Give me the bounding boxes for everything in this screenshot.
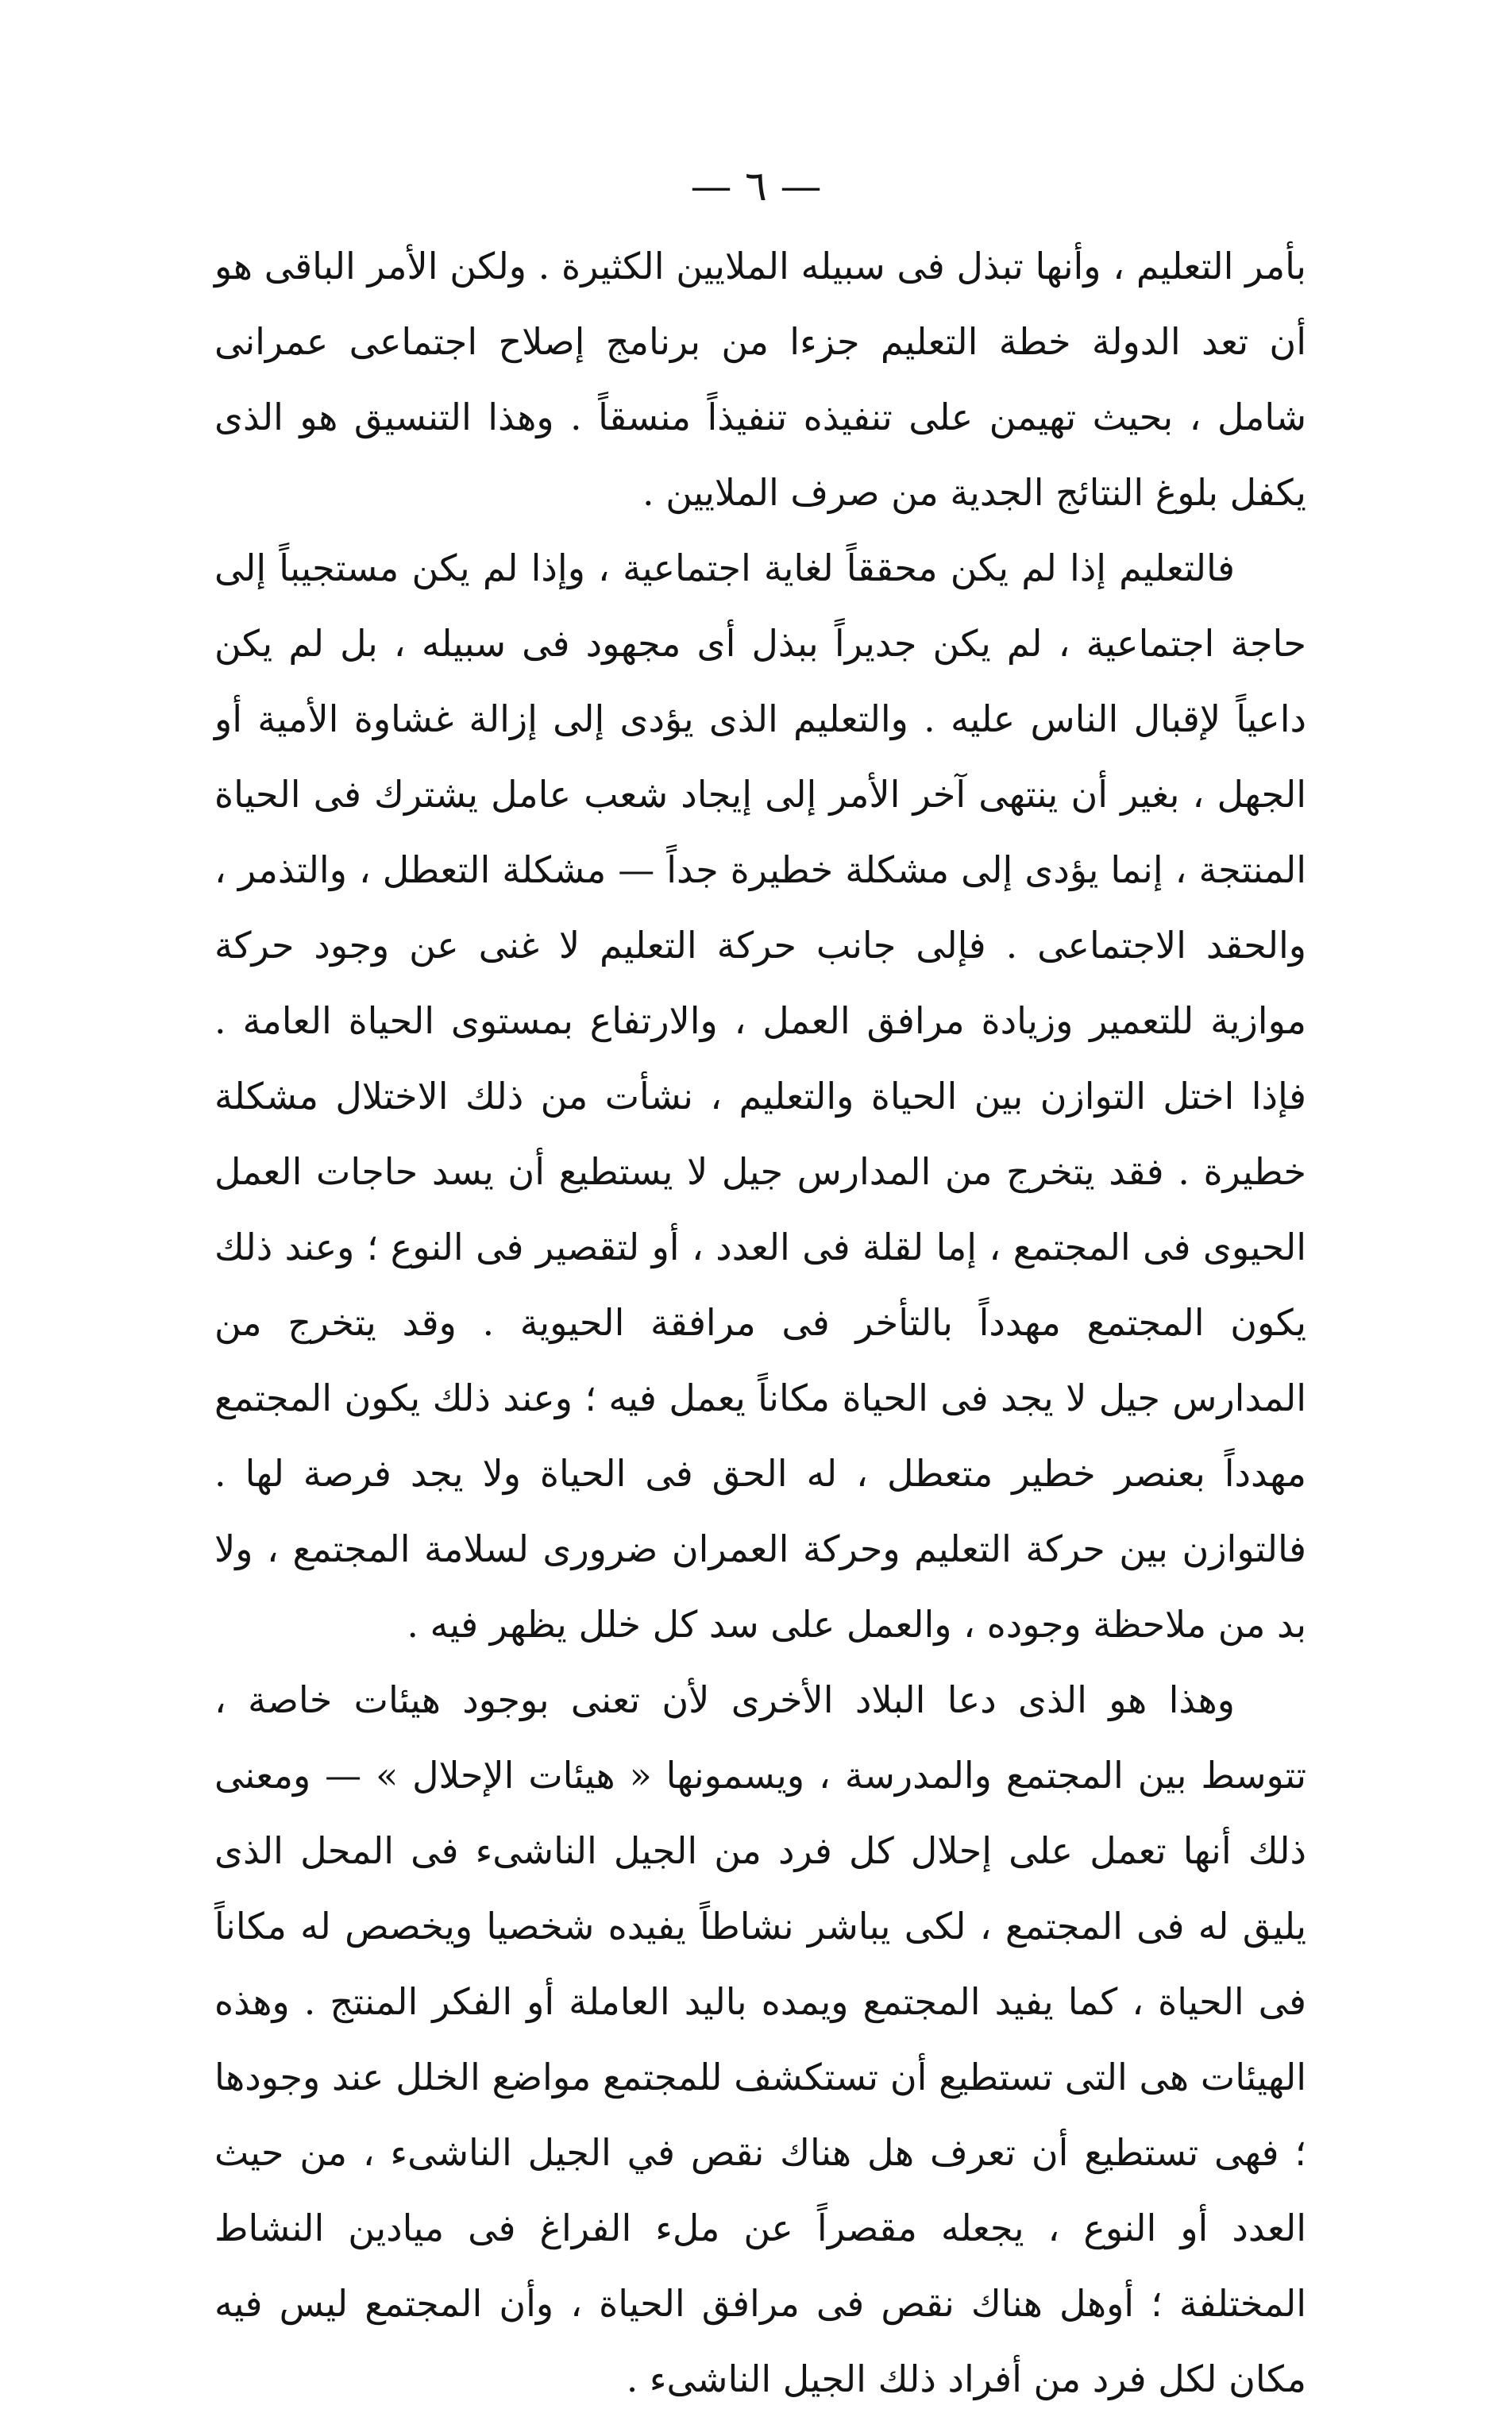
page-number: — ٦ — — [690, 163, 822, 210]
paragraph: بأمر التعليم ، وأنها تبذل فى سبيله الملايين الكثيرة . ولكن الأمر الباقى هو أن تعد الدولة خطة التعليم جزءا من برنامج إصلاح اجتماعى عمرانى شامل ، بحيث تهيمن على تنفيذه تنفيذاً منسقاً . وهذا التنسيق هو الذى يكفل بلوغ النتائج الجدية من صرف الملايين . — [214, 245, 1306, 514]
paragraph: فالتعليم إذا لم يكن محققاً لغاية اجتماعية ، وإذا لم يكن مستجيباً إلى حاجة اجتماعية ، لم يكن جديراً ببذل أى مجهود فى سبيله ، بل لم يكن داعياً لإقبال الناس عليه . والتعليم الذى يؤدى إلى إزالة غشاوة الأمية أو الجهل ، بغير أن ينتهى آخر الأمر إلى إيجاد شعب عامل يشترك فى الحياة المنتجة ، إنما يؤدى إلى مشكلة خطيرة جداً — مشكلة التعطل ، والتذمر ، والحقد الاجتماعى . فإلى جانب حركة التعليم لا غنى عن وجود حركة موازية للتعمير وزيادة مرافق العمل ، والارتفاع بمستوى الحياة العامة . فإذا اختل التوازن بين الحياة والتعليم ، نشأت من ذلك الاختلال مشكلة خطيرة . فقد يتخرج من المدارس جيل لا يستطيع أن يسد حاجات العمل الحيوى فى المجتمع ، إما لقلة فى العدد ، أو لتقصير فى النوع ؛ وعند ذلك يكون المجتمع مهدداً بالتأخر فى مرافقة الحيوية . وقد يتخرج من المدارس جيل لا يجد فى الحياة مكاناً يعمل فيه ؛ وعند ذلك يكون المجتمع مهدداً بعنصر خطير متعطل ، له الحق فى الحياة ولا يجد فرصة لها . فالتوازن بين حركة التعليم وحركة العمران ضرورى لسلامة المجتمع ، ولا بد من ملاحظة وجوده ، والعمل على سد كل خلل يظهر فيه . — [214, 546, 1306, 1646]
body-text — [214, 229, 1306, 2417]
paragraph: وهذا هو الذى دعا البلاد الأخرى لأن تعنى بوجود هيئات خاصة ، تتوسط بين المجتمع والمدرسة ، ويسمونها « هيئات الإحلال » — ومعنى ذلك أنها تعمل على إحلال كل فرد من الجيل الناشىء فى المحل الذى يليق له فى المجتمع ، لكى يباشر نشاطاً يفيده شخصيا ويخصص له مكاناً فى الحياة ، كما يفيد المجتمع ويمده باليد العاملة أو الفكر المنتج . وهذه الهيئات هى التى تستطيع أن تستكشف للمجتمع مواضع الخلل عند وجودها ؛ فهى تستطيع أن تعرف هل هناك نقص في الجيل الناشىء ، من حيث العدد أو النوع ، يجعله مقصراً عن ملء الفراغ فى ميادين النشاط المختلفة ؛ أوهل هناك نقص فى مرافق الحياة ، وأن المجتمع ليس فيه مكان لكل فرد من أفراد ذلك الجيل الناشىء . — [214, 1678, 1306, 2400]
